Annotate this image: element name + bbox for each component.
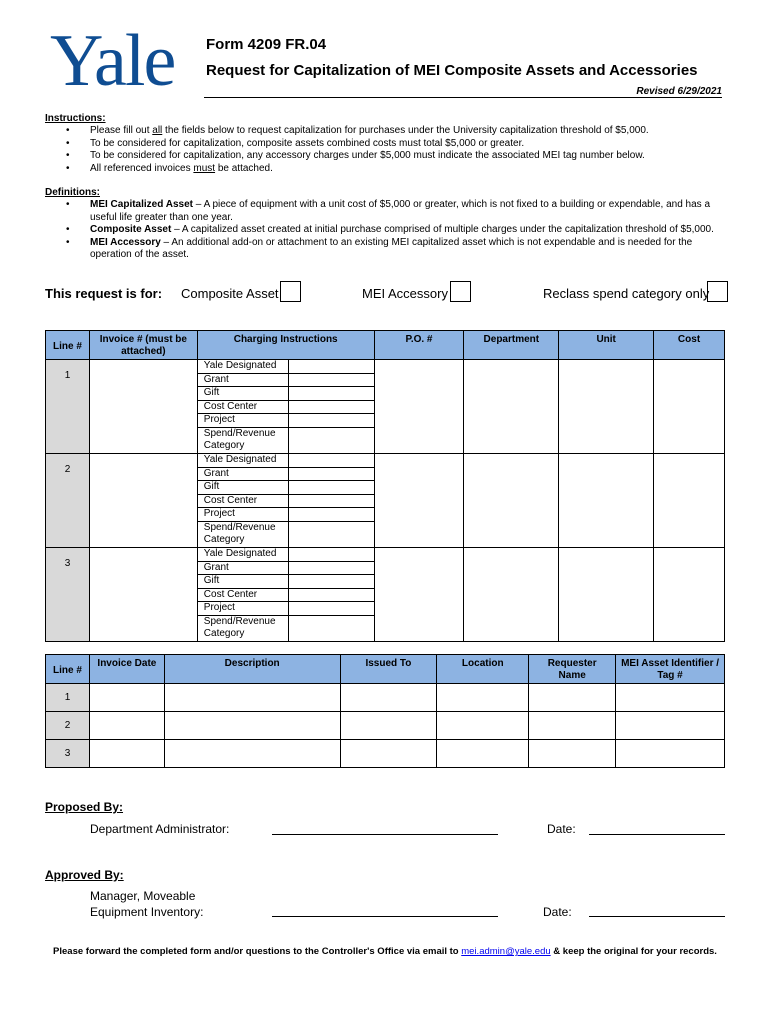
approved-date-line[interactable]: [589, 916, 725, 917]
line-number: 1: [46, 684, 90, 712]
charging-label: Spend/Revenue Category: [198, 428, 289, 453]
instruction-item: • To be considered for capitalization, any accessory charges under $5,000 must indicate the associated MEI tag number below.: [66, 150, 726, 163]
charging-input[interactable]: [289, 454, 374, 467]
po-cell[interactable]: [374, 360, 464, 454]
approved-by-heading: Approved By:: [45, 868, 124, 882]
line-number: 1: [46, 360, 90, 454]
requester-name-cell[interactable]: [529, 684, 616, 712]
charging-input[interactable]: [289, 548, 374, 561]
header-rule: [204, 97, 722, 98]
proposed-role-label: Department Administrator:: [90, 822, 230, 836]
line-number: 3: [46, 547, 90, 641]
department-cell[interactable]: [464, 360, 559, 454]
invoice-cell[interactable]: [89, 360, 197, 454]
charging-label: Gift: [198, 575, 289, 588]
col-po: P.O. #: [374, 331, 464, 360]
definition-item: • MEI Accessory – An additional add-on or attachment to an existing MEI capitalized asset which is not expendable and is needed for the operation of the asset.: [66, 237, 726, 262]
col-cost: Cost: [654, 331, 725, 360]
charging-cell: [197, 360, 374, 454]
proposed-by-heading: Proposed By:: [45, 800, 124, 814]
line-number: 2: [46, 712, 90, 740]
footer-note: Please forward the completed form and/or questions to the Controller's Office via email to mei.admin@yale.edu & keep the original for your records.: [53, 946, 717, 957]
description-cell[interactable]: [164, 684, 340, 712]
option-mei-accessory-label: MEI Accessory: [362, 286, 448, 301]
table-header-row: [46, 331, 725, 360]
po-cell[interactable]: [374, 453, 464, 547]
yale-logo: Yale: [50, 20, 175, 102]
table-header-row: [46, 655, 725, 684]
charging-input[interactable]: [289, 495, 374, 508]
proposed-date-line[interactable]: [589, 834, 725, 835]
asset-details-table: [45, 654, 725, 768]
charging-input[interactable]: [289, 481, 374, 494]
description-cell[interactable]: [164, 712, 340, 740]
col-requester-name: Requester Name: [529, 655, 616, 684]
charging-label: Yale Designated: [198, 454, 289, 467]
table-row: [46, 684, 725, 712]
charging-input[interactable]: [289, 374, 374, 387]
col-description: Description: [164, 655, 340, 684]
reclass-checkbox[interactable]: [707, 281, 728, 302]
approved-date-label: Date:: [543, 905, 572, 919]
asset-tag-cell[interactable]: [616, 712, 725, 740]
charging-label: Gift: [198, 387, 289, 400]
col-invoice-date: Invoice Date: [89, 655, 164, 684]
col-line: Line #: [46, 655, 90, 684]
charging-input[interactable]: [289, 360, 374, 373]
invoice-cell[interactable]: [89, 453, 197, 547]
table-row: [46, 453, 725, 547]
charging-cell: [197, 547, 374, 641]
col-mei-asset-tag: MEI Asset Identifier / Tag #: [616, 655, 725, 684]
instructions-list: [66, 125, 726, 175]
charging-label: Project: [198, 508, 289, 521]
issued-to-cell[interactable]: [340, 740, 437, 768]
charging-input[interactable]: [289, 522, 374, 547]
definitions-list: [66, 199, 726, 262]
charging-input[interactable]: [289, 616, 374, 641]
table-row: [46, 547, 725, 641]
cost-cell[interactable]: [654, 360, 725, 454]
charging-input[interactable]: [289, 387, 374, 400]
approved-signature-line[interactable]: [272, 916, 498, 917]
option-reclass-label: Reclass spend category only: [543, 286, 710, 301]
charging-cell: [197, 453, 374, 547]
col-issued-to: Issued To: [340, 655, 437, 684]
charging-input[interactable]: [289, 401, 374, 414]
instruction-item: • Please fill out all the fields below to request capitalization for purchases under the University capitalization threshold of $5,000.: [66, 125, 726, 138]
definition-item: • MEI Capitalized Asset – A piece of equipment with a unit cost of $5,000 or greater, which is not fixed to a building or expendable, and has a useful life greater than one year.: [66, 199, 726, 224]
charging-input[interactable]: [289, 602, 374, 615]
charging-table: [45, 330, 725, 642]
invoice-date-cell[interactable]: [89, 740, 164, 768]
cost-cell[interactable]: [654, 547, 725, 641]
proposed-signature-line[interactable]: [272, 834, 498, 835]
charging-label: Yale Designated: [198, 548, 289, 561]
charging-input[interactable]: [289, 562, 374, 575]
instruction-item: • To be considered for capitalization, composite assets combined costs must total $5,000 or greater.: [66, 138, 726, 151]
col-invoice: Invoice # (must be attached): [89, 331, 197, 360]
charging-input[interactable]: [289, 414, 374, 427]
revised-date: Revised 6/29/2021: [636, 86, 722, 97]
instructions-heading: Instructions:: [45, 113, 106, 124]
invoice-date-cell[interactable]: [89, 684, 164, 712]
line-number: 3: [46, 740, 90, 768]
unit-cell[interactable]: [559, 547, 654, 641]
issued-to-cell[interactable]: [340, 712, 437, 740]
charging-input[interactable]: [289, 589, 374, 602]
charging-label: Cost Center: [198, 495, 289, 508]
email-link[interactable]: mei.admin@yale.edu: [461, 946, 551, 957]
col-department: Department: [464, 331, 559, 360]
requester-name-cell[interactable]: [529, 712, 616, 740]
location-cell[interactable]: [437, 740, 529, 768]
charging-label: Project: [198, 414, 289, 427]
requester-name-cell[interactable]: [529, 740, 616, 768]
request-label: This request is for:: [45, 286, 163, 301]
table-row: [46, 712, 725, 740]
composite-asset-checkbox[interactable]: [280, 281, 301, 302]
col-charging: Charging Instructions: [197, 331, 374, 360]
col-unit: Unit: [559, 331, 654, 360]
line-number: 2: [46, 453, 90, 547]
instruction-item: • All referenced invoices must be attached.: [66, 163, 726, 176]
charging-label: Project: [198, 602, 289, 615]
table-row: [46, 360, 725, 454]
cost-cell[interactable]: [654, 453, 725, 547]
department-cell[interactable]: [464, 453, 559, 547]
approved-role-line2: Equipment Inventory:: [90, 905, 204, 919]
unit-cell[interactable]: [559, 360, 654, 454]
approved-role-line1: Manager, Moveable: [90, 889, 196, 903]
charging-input[interactable]: [289, 508, 374, 521]
charging-label: Cost Center: [198, 589, 289, 602]
invoice-date-cell[interactable]: [89, 712, 164, 740]
location-cell[interactable]: [437, 684, 529, 712]
unit-cell[interactable]: [559, 453, 654, 547]
charging-label: Spend/Revenue Category: [198, 616, 289, 641]
location-cell[interactable]: [437, 712, 529, 740]
charging-input[interactable]: [289, 428, 374, 453]
issued-to-cell[interactable]: [340, 684, 437, 712]
table-row: [46, 740, 725, 768]
definition-item: • Composite Asset – A capitalized asset created at initial purchase comprised of multiple charges under the capitalization threshold of $5,000.: [66, 224, 726, 237]
mei-accessory-checkbox[interactable]: [450, 281, 471, 302]
charging-label: Gift: [198, 481, 289, 494]
charging-label: Grant: [198, 468, 289, 481]
charging-label: Yale Designated: [198, 360, 289, 373]
charging-input[interactable]: [289, 468, 374, 481]
asset-tag-cell[interactable]: [616, 740, 725, 768]
department-cell[interactable]: [464, 547, 559, 641]
proposed-date-label: Date:: [547, 822, 576, 836]
invoice-cell[interactable]: [89, 547, 197, 641]
charging-label: Grant: [198, 562, 289, 575]
description-cell[interactable]: [164, 740, 340, 768]
charging-label: Cost Center: [198, 401, 289, 414]
definitions-heading: Definitions:: [45, 187, 100, 198]
page-title: Request for Capitalization of MEI Composite Assets and Accessories: [206, 62, 698, 79]
form-number: Form 4209 FR.04: [206, 36, 327, 53]
charging-label: Spend/Revenue Category: [198, 522, 289, 547]
po-cell[interactable]: [374, 547, 464, 641]
charging-label: Grant: [198, 374, 289, 387]
col-location: Location: [437, 655, 529, 684]
col-line: Line #: [46, 331, 90, 360]
option-composite-asset-label: Composite Asset: [181, 286, 279, 301]
asset-tag-cell[interactable]: [616, 684, 725, 712]
charging-input[interactable]: [289, 575, 374, 588]
